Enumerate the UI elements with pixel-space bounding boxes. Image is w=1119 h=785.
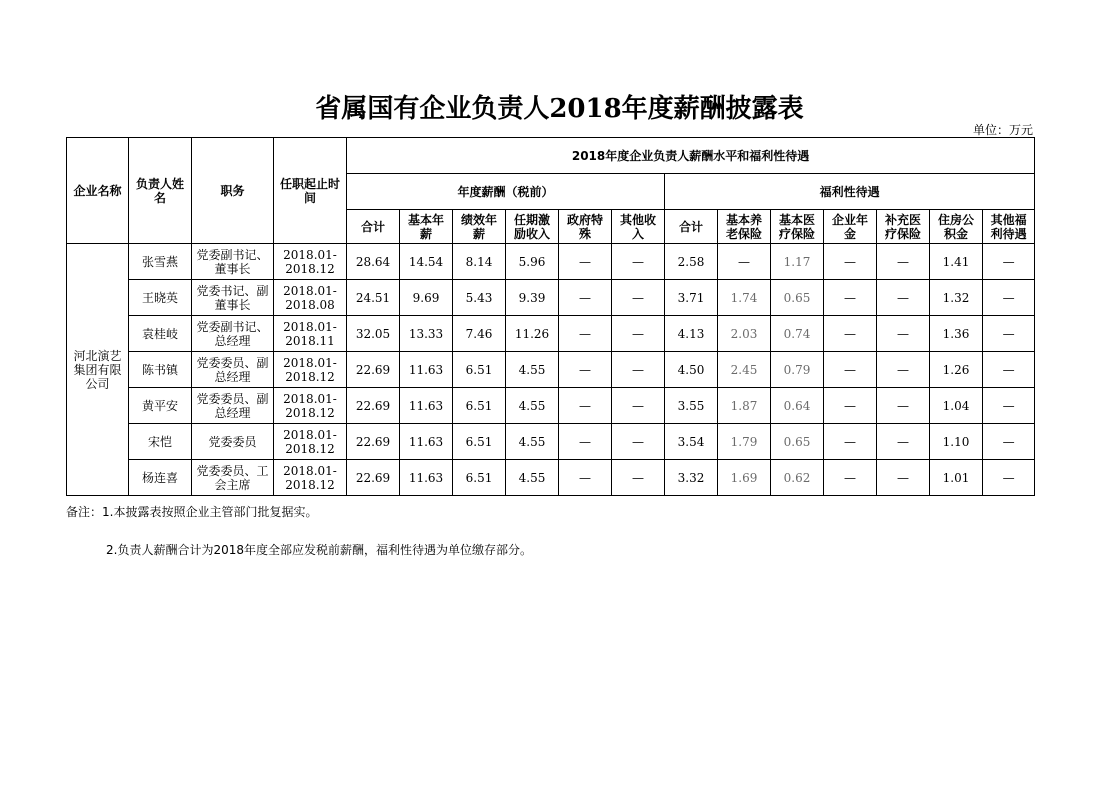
welfare-value-cell: 0.65 (771, 424, 824, 460)
header-group: 2018年度企业负责人薪酬水平和福利性待遇 (347, 138, 1035, 174)
person-name-cell: 陈书镇 (129, 352, 192, 388)
header-salary-col: 任期激励收入 (506, 210, 559, 244)
welfare-value-cell: — (877, 280, 930, 316)
person-name-cell: 张雪燕 (129, 244, 192, 280)
welfare-value-cell: 0.74 (771, 316, 824, 352)
salary-value-cell: — (559, 316, 612, 352)
table-row (67, 280, 1035, 316)
salary-value-cell: 14.54 (400, 244, 453, 280)
header-company: 企业名称 (67, 138, 129, 244)
header-welfare-col: 企业年金 (824, 210, 877, 244)
note-2: 2.负责人薪酬合计为2018年度全部应发税前薪酬，福利性待遇为单位缴存部分。 (106, 543, 532, 557)
welfare-value-cell: 3.32 (665, 460, 718, 496)
header-salary-col: 其他收入 (612, 210, 665, 244)
header-row-1 (67, 138, 1035, 174)
salary-value-cell: — (559, 460, 612, 496)
welfare-value-cell: — (877, 424, 930, 460)
header-salary-col: 合计 (347, 210, 400, 244)
welfare-value-cell: 4.13 (665, 316, 718, 352)
welfare-value-cell: 0.64 (771, 388, 824, 424)
term-cell: 2018.01-2018.08 (274, 280, 347, 316)
position-cell: 党委副书记、董事长 (192, 244, 274, 280)
table-row (67, 460, 1035, 496)
salary-value-cell: — (559, 352, 612, 388)
salary-value-cell: 32.05 (347, 316, 400, 352)
welfare-value-cell: — (824, 316, 877, 352)
welfare-value-cell: 2.45 (718, 352, 771, 388)
table-row (67, 388, 1035, 424)
welfare-value-cell: — (983, 280, 1035, 316)
salary-value-cell: 24.51 (347, 280, 400, 316)
salary-value-cell: 5.96 (506, 244, 559, 280)
table-row (67, 352, 1035, 388)
page-title: 省属国有企业负责人2018年度薪酬披露表 (315, 94, 804, 124)
welfare-value-cell: 1.01 (930, 460, 983, 496)
salary-value-cell: 13.33 (400, 316, 453, 352)
unit-label: 单位：万元 (972, 123, 1033, 137)
salary-value-cell: 7.46 (453, 316, 506, 352)
welfare-value-cell: 1.69 (718, 460, 771, 496)
person-name-cell: 杨连喜 (129, 460, 192, 496)
welfare-value-cell: — (877, 352, 930, 388)
header-welfare-col: 补充医疗保险 (877, 210, 930, 244)
salary-value-cell: — (559, 280, 612, 316)
welfare-value-cell: 1.26 (930, 352, 983, 388)
position-cell: 党委委员、副总经理 (192, 352, 274, 388)
welfare-value-cell: — (983, 388, 1035, 424)
welfare-value-cell: — (877, 388, 930, 424)
header-welfare-col: 合计 (665, 210, 718, 244)
welfare-value-cell: — (824, 244, 877, 280)
position-cell: 党委委员 (192, 424, 274, 460)
welfare-value-cell: 2.03 (718, 316, 771, 352)
salary-value-cell: 22.69 (347, 460, 400, 496)
salary-value-cell: 5.43 (453, 280, 506, 316)
welfare-value-cell: 0.65 (771, 280, 824, 316)
term-cell: 2018.01-2018.12 (274, 244, 347, 280)
salary-value-cell: — (612, 388, 665, 424)
company-name-cell: 河北演艺集团有限公司 (67, 244, 129, 496)
header-salary-col: 政府特殊 (559, 210, 612, 244)
welfare-value-cell: — (877, 244, 930, 280)
header-salary-group: 年度薪酬（税前） (347, 174, 665, 210)
salary-value-cell: — (559, 424, 612, 460)
term-cell: 2018.01-2018.12 (274, 460, 347, 496)
welfare-value-cell: — (983, 244, 1035, 280)
person-name-cell: 袁桂岐 (129, 316, 192, 352)
welfare-value-cell: — (824, 352, 877, 388)
salary-value-cell: 6.51 (453, 460, 506, 496)
position-cell: 党委委员、副总经理 (192, 388, 274, 424)
table-row (67, 424, 1035, 460)
term-cell: 2018.01-2018.12 (274, 388, 347, 424)
term-cell: 2018.01-2018.11 (274, 316, 347, 352)
table-body (67, 244, 1035, 496)
welfare-value-cell: — (824, 424, 877, 460)
salary-value-cell: 11.63 (400, 388, 453, 424)
header-welfare-col: 基本医疗保险 (771, 210, 824, 244)
welfare-value-cell: 1.32 (930, 280, 983, 316)
header-welfare-col: 住房公积金 (930, 210, 983, 244)
header-welfare-col: 其他福利待遇 (983, 210, 1035, 244)
salary-value-cell: 4.55 (506, 352, 559, 388)
salary-value-cell: 22.69 (347, 388, 400, 424)
salary-value-cell: 8.14 (453, 244, 506, 280)
salary-value-cell: — (612, 352, 665, 388)
welfare-value-cell: 0.79 (771, 352, 824, 388)
welfare-value-cell: — (824, 460, 877, 496)
table-row (67, 244, 1035, 280)
salary-value-cell: 11.63 (400, 460, 453, 496)
salary-value-cell: — (559, 388, 612, 424)
salary-value-cell: 22.69 (347, 424, 400, 460)
salary-value-cell: — (559, 244, 612, 280)
salary-value-cell: — (612, 244, 665, 280)
welfare-value-cell: 1.04 (930, 388, 983, 424)
term-cell: 2018.01-2018.12 (274, 352, 347, 388)
salary-value-cell: 6.51 (453, 388, 506, 424)
salary-table (66, 137, 1035, 496)
welfare-value-cell: 1.17 (771, 244, 824, 280)
header-welfare-group: 福利性待遇 (665, 174, 1035, 210)
salary-value-cell: — (612, 280, 665, 316)
header-salary-col: 绩效年薪 (453, 210, 506, 244)
salary-value-cell: 9.39 (506, 280, 559, 316)
welfare-value-cell: 1.79 (718, 424, 771, 460)
position-cell: 党委书记、副董事长 (192, 280, 274, 316)
salary-value-cell: 4.55 (506, 460, 559, 496)
welfare-value-cell: 1.10 (930, 424, 983, 460)
salary-value-cell: — (612, 424, 665, 460)
welfare-value-cell: 1.41 (930, 244, 983, 280)
person-name-cell: 黄平安 (129, 388, 192, 424)
welfare-value-cell: — (824, 280, 877, 316)
welfare-value-cell: 1.74 (718, 280, 771, 316)
welfare-value-cell: — (983, 460, 1035, 496)
term-cell: 2018.01-2018.12 (274, 424, 347, 460)
welfare-value-cell: 0.62 (771, 460, 824, 496)
welfare-value-cell: — (877, 460, 930, 496)
header-name: 负责人姓名 (129, 138, 192, 244)
salary-value-cell: 4.55 (506, 424, 559, 460)
position-cell: 党委委员、工会主席 (192, 460, 274, 496)
salary-value-cell: 6.51 (453, 352, 506, 388)
salary-value-cell: 11.26 (506, 316, 559, 352)
welfare-value-cell: 3.54 (665, 424, 718, 460)
welfare-value-cell: — (877, 316, 930, 352)
header-position: 职务 (192, 138, 274, 244)
salary-value-cell: 28.64 (347, 244, 400, 280)
welfare-value-cell: — (983, 424, 1035, 460)
table-row (67, 316, 1035, 352)
salary-value-cell: — (612, 316, 665, 352)
header-salary-col: 基本年薪 (400, 210, 453, 244)
person-name-cell: 王晓英 (129, 280, 192, 316)
welfare-value-cell: — (983, 352, 1035, 388)
header-term: 任职起止时间 (274, 138, 347, 244)
welfare-value-cell: — (824, 388, 877, 424)
welfare-value-cell: 3.55 (665, 388, 718, 424)
person-name-cell: 宋恺 (129, 424, 192, 460)
header-welfare-col: 基本养老保险 (718, 210, 771, 244)
salary-value-cell: 9.69 (400, 280, 453, 316)
welfare-value-cell: — (983, 316, 1035, 352)
welfare-value-cell: 1.36 (930, 316, 983, 352)
welfare-value-cell: 2.58 (665, 244, 718, 280)
salary-value-cell: 4.55 (506, 388, 559, 424)
salary-value-cell: — (612, 460, 665, 496)
welfare-value-cell: 4.50 (665, 352, 718, 388)
welfare-value-cell: 3.71 (665, 280, 718, 316)
salary-value-cell: 22.69 (347, 352, 400, 388)
position-cell: 党委副书记、总经理 (192, 316, 274, 352)
salary-value-cell: 11.63 (400, 352, 453, 388)
welfare-value-cell: 1.87 (718, 388, 771, 424)
salary-value-cell: 6.51 (453, 424, 506, 460)
welfare-value-cell: — (718, 244, 771, 280)
salary-value-cell: 11.63 (400, 424, 453, 460)
note-1: 备注：1.本披露表按照企业主管部门批复据实。 (66, 505, 318, 519)
